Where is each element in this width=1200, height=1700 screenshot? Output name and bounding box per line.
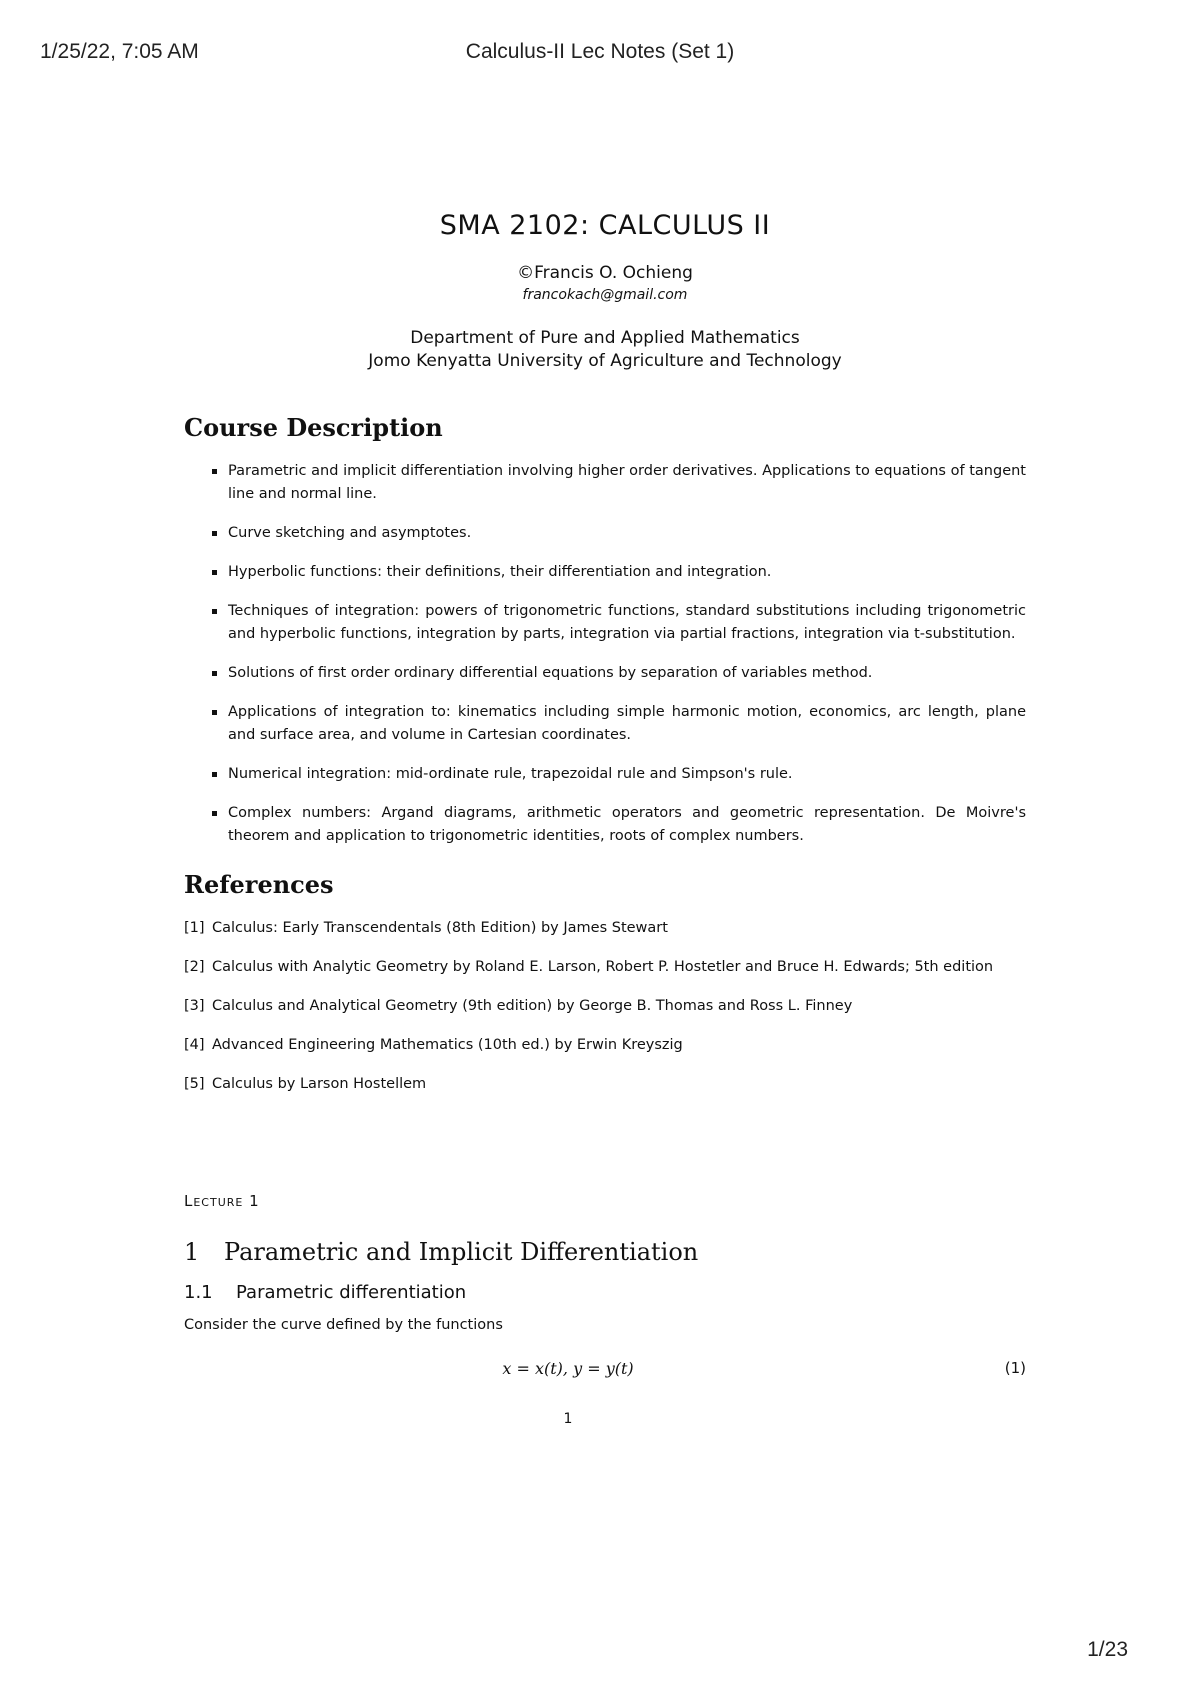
references-list: [184, 917, 1026, 1096]
list-item: Parametric and implicit differentiation involving higher order derivatives. Applications to equations of tangent line and normal line.: [184, 460, 1026, 506]
reference-item: [2] Calculus with Analytic Geometry by Roland E. Larson, Robert P. Hostetler and Bruce H. Edwards; 5th edition: [184, 959, 994, 975]
print-timestamp: 1/25/22, 7:05 AM: [40, 40, 199, 63]
course-description-list: [184, 460, 1026, 848]
university-name: Jomo Kenyatta University of Agriculture and Technology: [368, 351, 842, 371]
document-page: [184, 200, 1026, 1427]
print-title: Calculus-II Lec Notes (Set 1): [465, 40, 735, 63]
bullet-icon: [212, 570, 217, 575]
list-item: Hyperbolic functions: their definitions, their differentiation and integration.: [184, 561, 1026, 584]
list-item: Complex numbers: Argand diagrams, arithmetic operators and geometric representation. De Moivre's theorem and application to trigonometric identities, roots of complex numbers.: [184, 802, 1026, 848]
section-number: 1: [184, 1238, 200, 1266]
reference-item: [1] Calculus: Early Transcendentals (8th Edition) by James Stewart: [184, 920, 668, 936]
bullet-icon: [212, 772, 217, 777]
reference-item: [3] Calculus and Analytical Geometry (9th edition) by George B. Thomas and Ross L. Finney: [184, 998, 853, 1014]
reference-item: [4] Advanced Engineering Mathematics (10th ed.) by Erwin Kreyszig: [184, 1037, 683, 1053]
bullet-icon: [212, 811, 217, 816]
body-paragraph: Consider the curve defined by the functions: [184, 1317, 503, 1333]
subsection-number: 1.1: [184, 1282, 213, 1303]
bullet-icon: [212, 710, 217, 715]
course-description-heading: Course Description: [184, 413, 443, 442]
bullet-icon: [212, 531, 217, 536]
page-indicator: 1/23: [1087, 1638, 1128, 1661]
reference-item: [5] Calculus by Larson Hostellem: [184, 1076, 427, 1092]
equation: [184, 1359, 1026, 1383]
bullet-icon: [212, 609, 217, 614]
list-item: Applications of integration to: kinematics including simple harmonic motion, economics, arc length, plane and surface area, and volume in Cartesian coordinates.: [184, 701, 1026, 747]
subsection-heading: [184, 1282, 1026, 1303]
document-title: SMA 2102: CALCULUS II: [439, 210, 771, 241]
subsection-title: Parametric differentiation: [236, 1282, 467, 1303]
lecture-label: Lecture 1: [184, 1192, 260, 1210]
bullet-icon: [212, 469, 217, 474]
author-email: francokach@gmail.com: [522, 287, 688, 303]
bullet-icon: [212, 671, 217, 676]
list-item: Curve sketching and asymptotes.: [184, 522, 1026, 545]
equation-expression: x = x(t), y = y(t): [502, 1359, 634, 1378]
author-name: ©Francis O. Ochieng: [517, 263, 693, 283]
section-heading: [184, 1238, 1026, 1266]
references-heading: References: [184, 870, 334, 899]
list-item: Solutions of first order ordinary differential equations by separation of variables method.: [184, 662, 1026, 685]
page-number: 1: [563, 1411, 573, 1427]
department-name: Department of Pure and Applied Mathematics: [410, 328, 800, 348]
list-item: Techniques of integration: powers of trigonometric functions, standard substitutions including trigonometric and hyperbolic functions, integration by parts, integration via partial fractions, integration via t-substitution.: [184, 600, 1026, 646]
list-item: Numerical integration: mid-ordinate rule, trapezoidal rule and Simpson's rule.: [184, 763, 1026, 786]
equation-number: (1): [1004, 1359, 1026, 1377]
section-title: Parametric and Implicit Differentiation: [224, 1238, 699, 1266]
affiliation: [184, 327, 1026, 373]
